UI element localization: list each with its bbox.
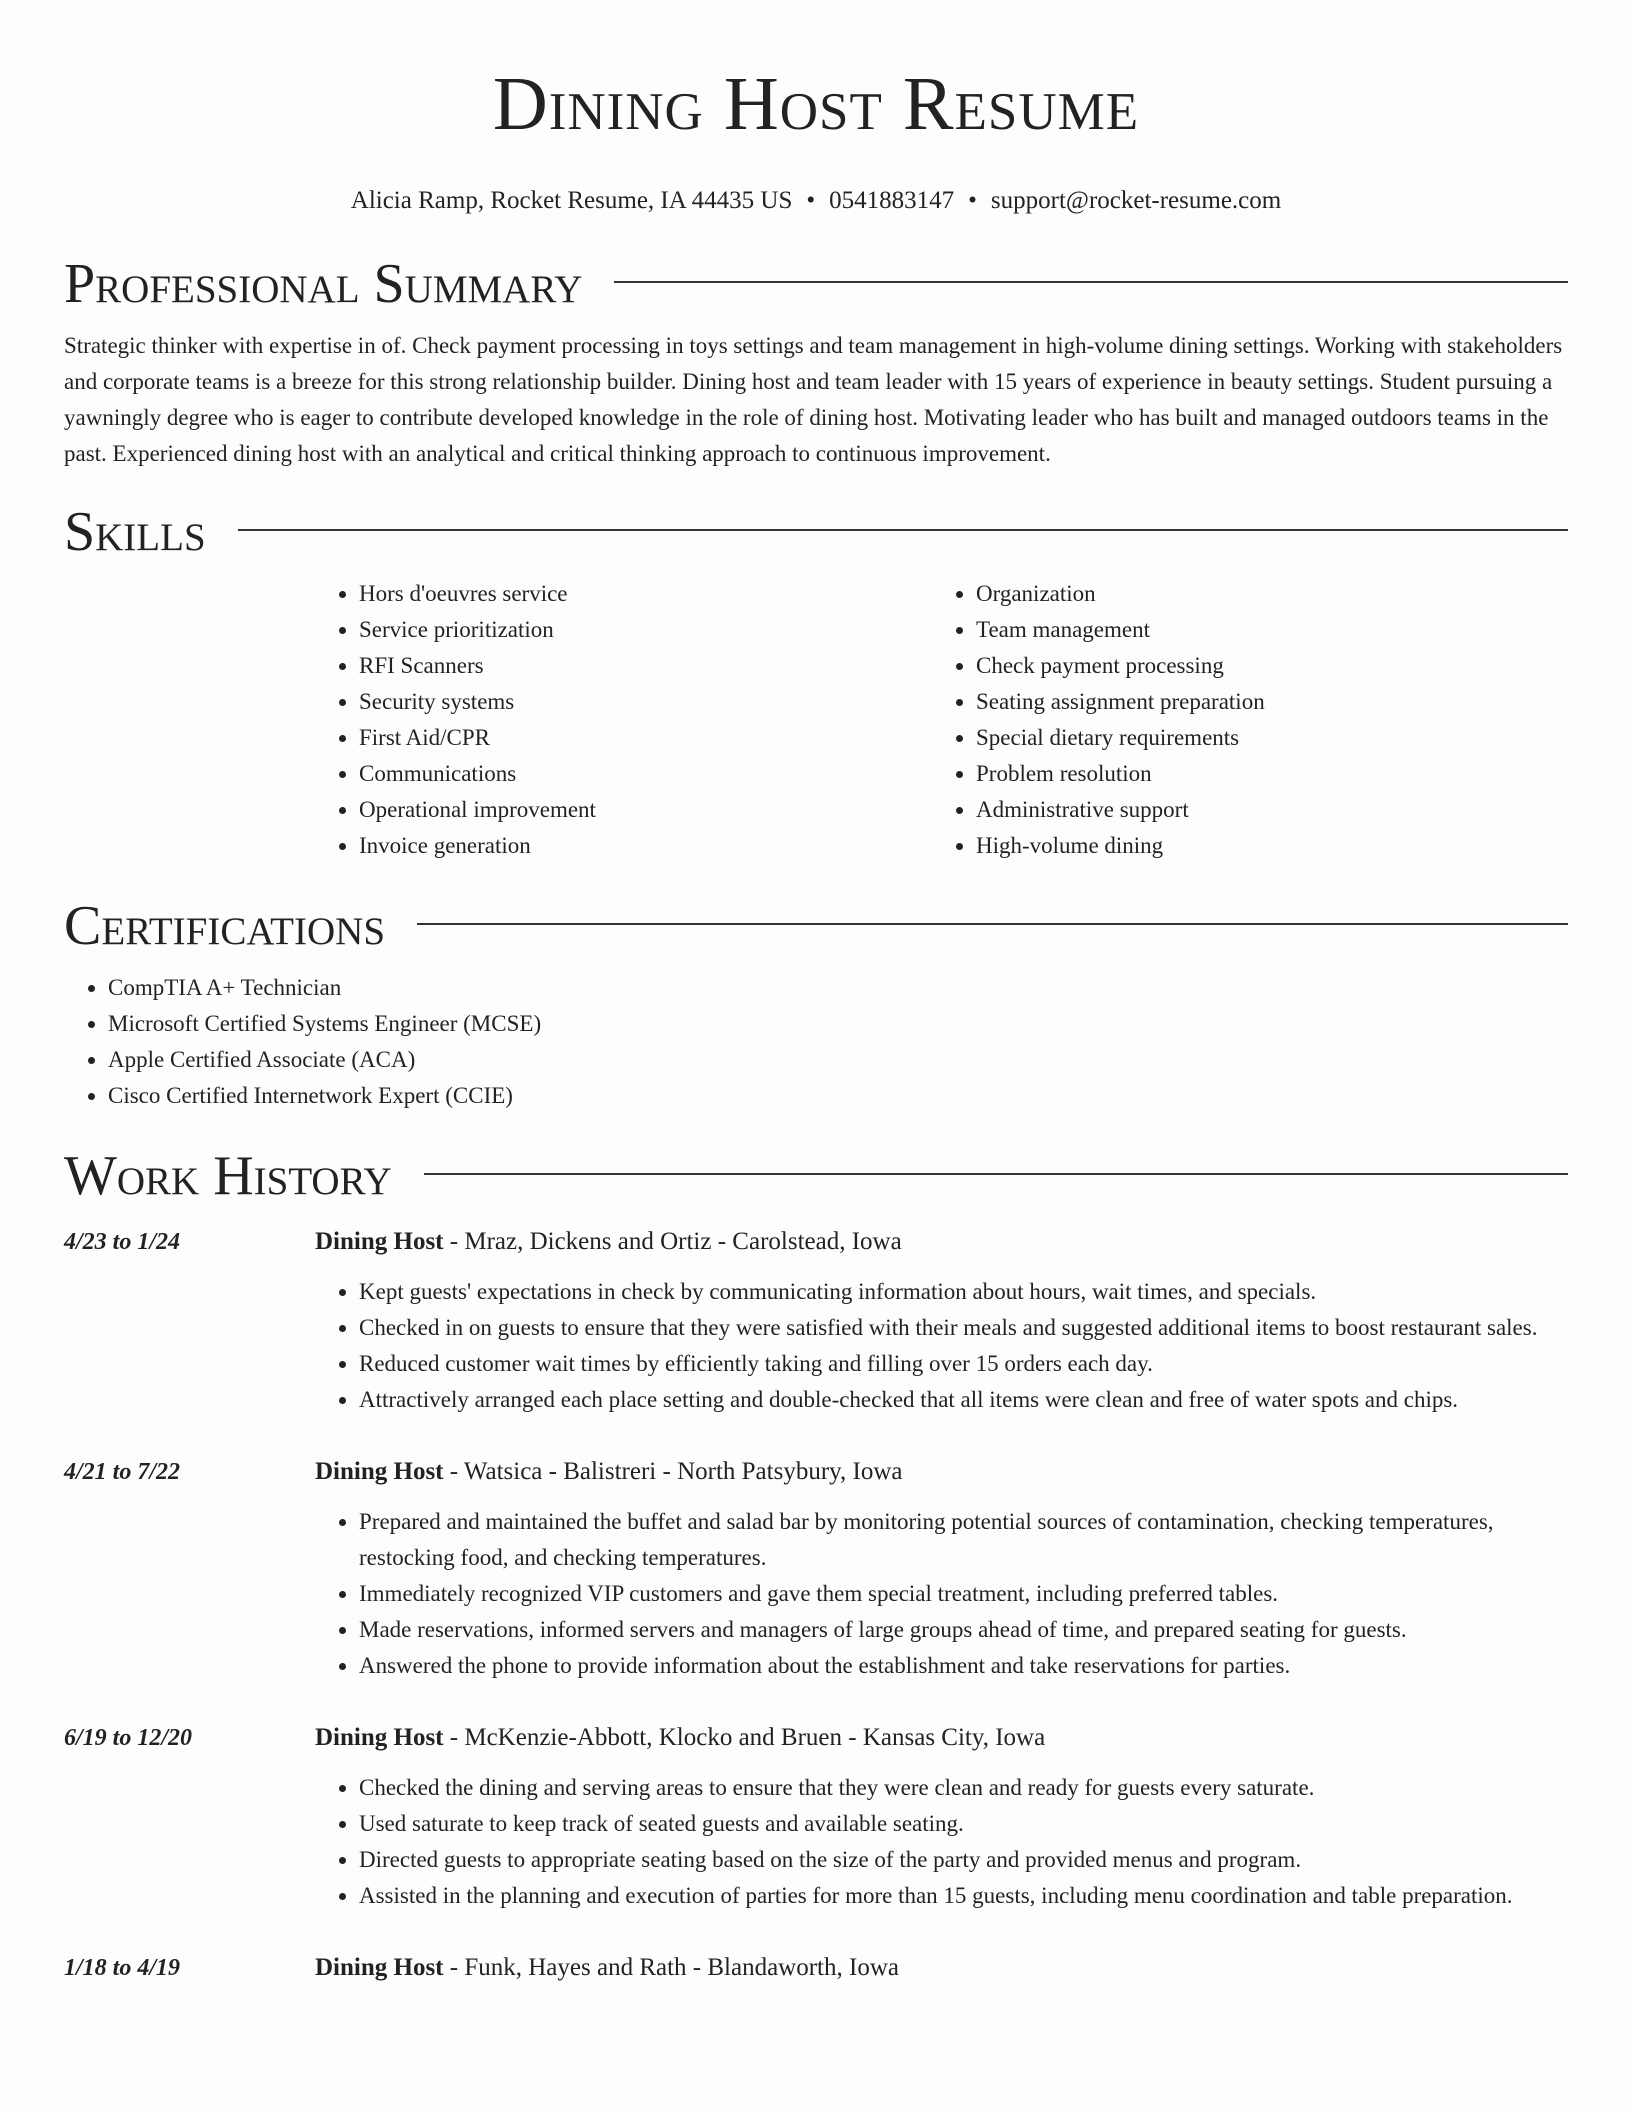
job-title xyxy=(315,1952,1568,1984)
job-employer: - Watsica - Balistreri - North Patsybury, Iowa xyxy=(443,1458,903,1485)
list-item: • Team management xyxy=(976,612,1549,648)
skills-list-left xyxy=(315,576,932,864)
list-item: • Used saturate to keep track of seated guests and available seating. xyxy=(359,1806,1568,1842)
list-item: • Assisted in the planning and execution of parties for more than 15 guests, including menu coordination and table preparation. xyxy=(359,1878,1568,1914)
job-employer: - Mraz, Dickens and Ortiz - Carolstead, Iowa xyxy=(443,1228,902,1255)
job-dates: 4/21 to 7/22 xyxy=(64,1459,181,1485)
section-divider xyxy=(424,1173,1568,1175)
job-entry xyxy=(64,1456,1568,1684)
summary-heading: Professional Summary xyxy=(64,253,583,315)
list-item: • Hors d'oeuvres service xyxy=(359,576,932,612)
list-item: • Immediately recognized VIP customers and gave them special treatment, including preferred tables. xyxy=(359,1576,1568,1612)
job-bullets xyxy=(315,1770,1568,1914)
list-item: • Reduced customer wait times by efficiently taking and filling over 15 orders each day. xyxy=(359,1346,1568,1382)
job-body xyxy=(315,1952,1568,2000)
certifications-heading: Certifications xyxy=(64,895,386,957)
job-body xyxy=(315,1456,1568,1684)
summary-heading-row xyxy=(64,252,1568,316)
job-entry xyxy=(64,1722,1568,1914)
skills-section xyxy=(64,500,1568,864)
job-employer: - Funk, Hayes and Rath - Blandaworth, Iowa xyxy=(443,1954,899,1981)
job-bullets xyxy=(315,1504,1568,1684)
list-item: • RFI Scanners xyxy=(359,648,932,684)
certifications-heading-row xyxy=(64,894,1568,958)
contact-phone: 0541883147 xyxy=(829,187,955,214)
contact-separator: • xyxy=(806,187,816,214)
list-item: • Organization xyxy=(976,576,1549,612)
section-divider xyxy=(614,281,1568,283)
skills-list-right xyxy=(932,576,1549,864)
list-item: • Operational improvement xyxy=(359,792,932,828)
job-entry xyxy=(64,1226,1568,1418)
work-heading: Work History xyxy=(64,1145,392,1207)
contact-address: Alicia Ramp, Rocket Resume, IA 44435 US xyxy=(350,187,793,214)
job-employer: - McKenzie-Abbott, Klocko and Bruen - Kansas City, Iowa xyxy=(443,1724,1046,1751)
job-title xyxy=(315,1456,1568,1488)
job-title xyxy=(315,1722,1568,1754)
list-item: • Problem resolution xyxy=(976,756,1549,792)
job-title xyxy=(315,1226,1568,1258)
list-item: • Seating assignment preparation xyxy=(976,684,1549,720)
skills-heading: Skills xyxy=(64,501,206,563)
list-item: • Microsoft Certified Systems Engineer (MCSE) xyxy=(108,1006,1568,1042)
section-divider xyxy=(238,529,1568,531)
list-item: • Check payment processing xyxy=(976,648,1549,684)
summary-section xyxy=(64,252,1568,472)
list-item: • Cisco Certified Internetwork Expert (CCIE) xyxy=(108,1078,1568,1114)
list-item: • Special dietary requirements xyxy=(976,720,1549,756)
job-role: Dining Host xyxy=(315,1954,444,1981)
job-dates: 4/23 to 1/24 xyxy=(64,1229,181,1255)
list-item: • Made reservations, informed servers and managers of large groups ahead of time, and prepared seating for guests. xyxy=(359,1612,1568,1648)
list-item: • Kept guests' expectations in check by communicating information about hours, wait times, and specials. xyxy=(359,1274,1568,1310)
work-section xyxy=(64,1144,1568,2000)
list-item: • High-volume dining xyxy=(976,828,1549,864)
list-item: • Prepared and maintained the buffet and salad bar by monitoring potential sources of contamination, checking temperatures, restocking food, and checking temperatures. xyxy=(359,1504,1568,1576)
job-entry xyxy=(64,1952,1568,2000)
job-body xyxy=(315,1722,1568,1914)
job-role: Dining Host xyxy=(315,1458,444,1485)
contact-email: support@rocket-resume.com xyxy=(990,187,1282,214)
page-title: Dining Host Resume xyxy=(492,62,1140,146)
job-role: Dining Host xyxy=(315,1724,444,1751)
job-role: Dining Host xyxy=(315,1228,444,1255)
job-body xyxy=(315,1226,1568,1418)
list-item: • Service prioritization xyxy=(359,612,932,648)
job-dates: 6/19 to 12/20 xyxy=(64,1725,193,1751)
list-item: • Administrative support xyxy=(976,792,1549,828)
list-item: • CompTIA A+ Technician xyxy=(108,970,1568,1006)
list-item: • Checked in on guests to ensure that they were satisfied with their meals and suggested additional items to boost restaurant sales. xyxy=(359,1310,1568,1346)
list-item: • Invoice generation xyxy=(359,828,932,864)
certifications-list xyxy=(64,970,1568,1114)
work-heading-row xyxy=(64,1144,1568,1208)
list-item: • Communications xyxy=(359,756,932,792)
skills-grid xyxy=(315,576,1568,864)
list-item: • Checked the dining and serving areas to ensure that they were clean and ready for guests every saturate. xyxy=(359,1770,1568,1806)
list-item: • Apple Certified Associate (ACA) xyxy=(108,1042,1568,1078)
jobs-list xyxy=(64,1226,1568,2000)
summary-text: Strategic thinker with expertise in of. Check payment processing in toys settings and team management in high-volume dining settings. Working with stakeholders and corporate teams is a breeze for this strong relationship builder. Dining host and team leader with 15 years of experience in beauty settings. Student pursuing a yawningly degree who is eager to contribute developed knowledge in the role of dining host. Motivating leader who has built and managed outdoors teams in the past. Experienced dining host with an analytical and critical thinking approach to continuous improvement. xyxy=(64,333,1563,466)
job-bullets xyxy=(315,1274,1568,1418)
list-item: • First Aid/CPR xyxy=(359,720,932,756)
contact-separator: • xyxy=(968,187,977,214)
list-item: • Directed guests to appropriate seating based on the size of the party and provided menus and program. xyxy=(359,1842,1568,1878)
contact-line xyxy=(64,186,1568,216)
list-item: • Attractively arranged each place setting and double-checked that all items were clean and free of water spots and chips. xyxy=(359,1382,1568,1418)
certifications-section xyxy=(64,894,1568,1114)
job-dates: 1/18 to 4/19 xyxy=(64,1955,181,1981)
list-item: • Security systems xyxy=(359,684,932,720)
list-item: • Answered the phone to provide information about the establishment and take reservations for parties. xyxy=(359,1648,1568,1684)
skills-heading-row xyxy=(64,500,1568,564)
section-divider xyxy=(417,923,1568,925)
